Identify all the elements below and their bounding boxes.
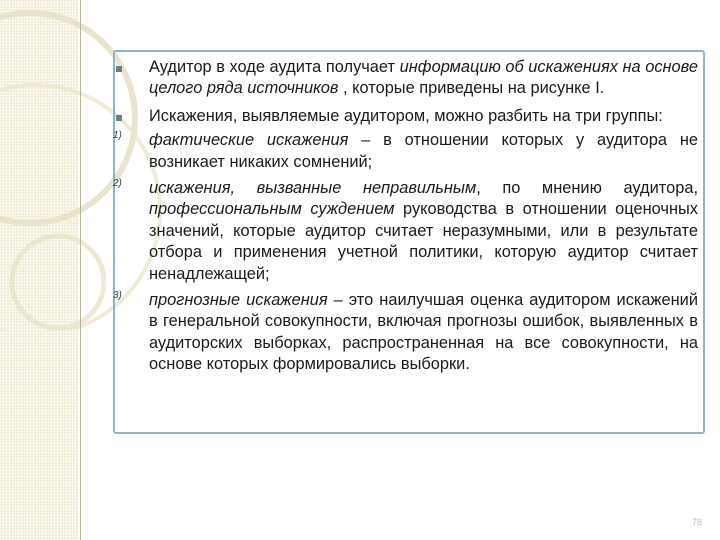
text-segment: руководства в отношении оценочных значений, которые аудитор считает неразумными, или в результате отбора и применения учетной политики, которую аудитор считает ненадлежащей; xyxy=(149,200,698,283)
text-segment: – это наилучшая оценка аудитором искажений в генеральной совокупности, включая прогнозы ошибок, выявленных в аудиторских выборках, распространенная на все совокупности, на основе которых формировались выборки. xyxy=(149,291,698,374)
list-item-text xyxy=(149,57,698,100)
vertical-divider xyxy=(80,0,81,540)
bullet-square-icon xyxy=(116,66,122,72)
text-segment: , по мнению аудитора, xyxy=(476,179,698,198)
page-number: 78 xyxy=(691,517,702,527)
bullet-list xyxy=(113,57,698,376)
italic-text: искажения, вызванные неправильным xyxy=(149,179,477,198)
list-number: 1) xyxy=(113,130,122,142)
italic-text: фактические искажения xyxy=(149,131,349,150)
text-segment: Аудитор в ходе аудита получает xyxy=(149,58,400,76)
list-item xyxy=(113,130,698,173)
list-item xyxy=(113,178,698,285)
italic-text: профессиональным суждением xyxy=(149,200,395,219)
italic-text: информацию об искажениях на основе целого ряда источников xyxy=(149,58,698,98)
list-item-text xyxy=(149,130,698,173)
text-segment: – в отношении которых у аудитора не возникает никаких сомнений; xyxy=(149,131,698,171)
list-number: 2) xyxy=(113,178,122,190)
list-item xyxy=(113,57,698,100)
list-item xyxy=(113,106,698,127)
list-item-text xyxy=(149,290,698,376)
list-item-text xyxy=(149,178,698,285)
list-item xyxy=(113,290,698,376)
text-segment: , которые приведены на рисунке I. xyxy=(338,79,605,98)
bullet-square-icon xyxy=(116,115,122,121)
list-item-text xyxy=(149,106,698,127)
italic-text: прогнозные искажения xyxy=(149,291,328,310)
text-segment: Искажения, выявляемые аудитором, можно разбить на три группы: xyxy=(149,106,663,125)
list-number: 3) xyxy=(113,290,122,302)
